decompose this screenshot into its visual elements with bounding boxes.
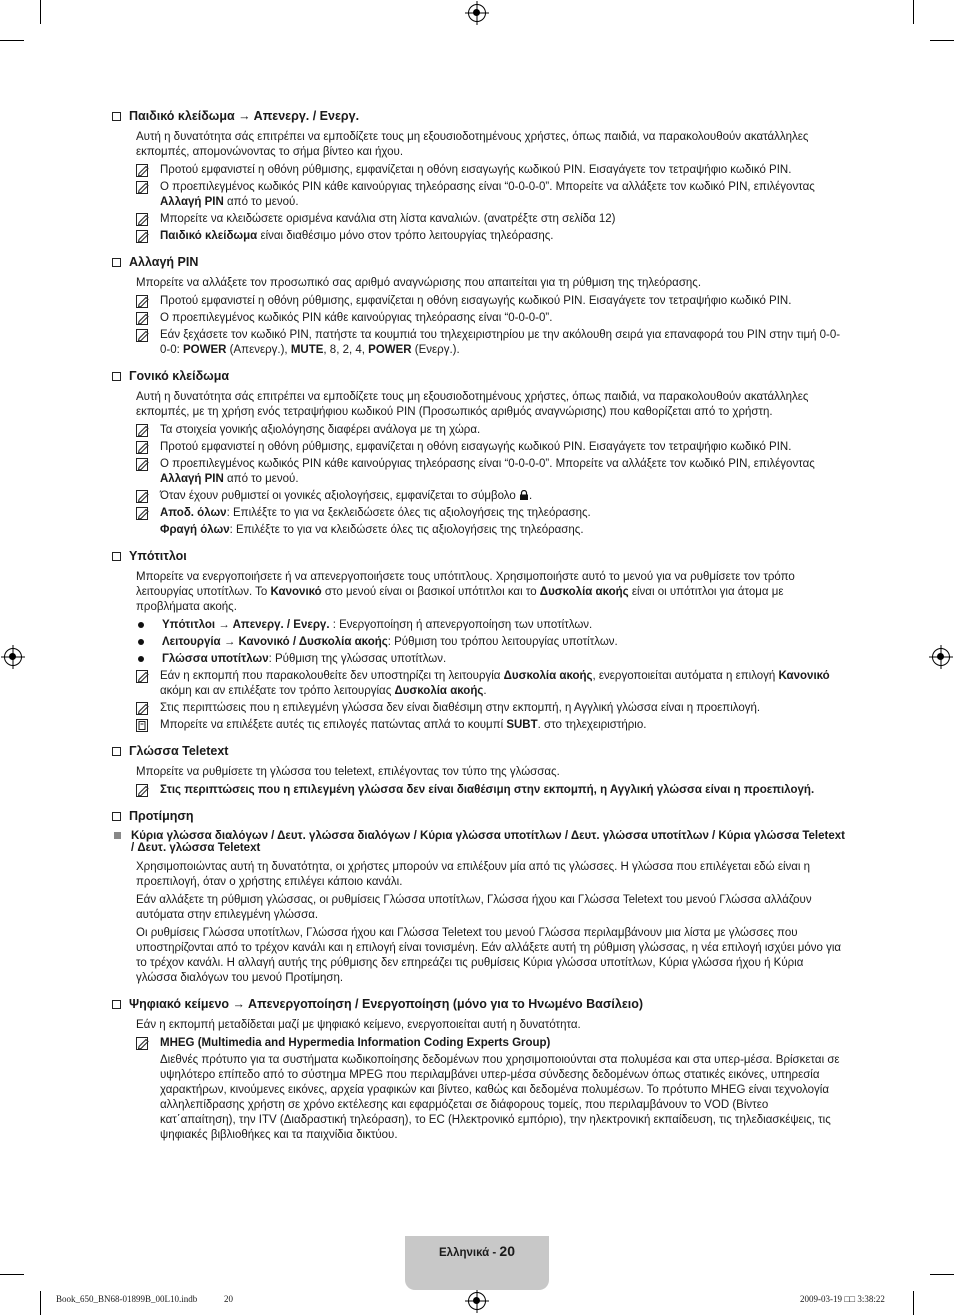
registration-mark-icon	[468, 4, 486, 22]
crop-mark	[0, 1274, 24, 1275]
subheading: Κύρια γλώσσα διαλόγων / Δευτ. γλώσσα διαλόγων / Κύρια γλώσσα υποτίτλων / Δευτ. γλώσσα υποτίτλων / Κύρια γλώσσα Teletext / Δευτ. γλώσσα Teletext	[110, 830, 845, 854]
section-heading: Αλλαγή PIN	[110, 254, 845, 271]
note-icon	[136, 295, 150, 308]
crop-mark	[930, 40, 954, 41]
checkbox-icon	[112, 552, 121, 561]
list-item: Υπότιτλοι → Απενεργ. / Ενεργ. : Ενεργοποίηση ή απενεργοποίηση των υποτίτλων.	[136, 618, 845, 633]
crop-mark	[40, 0, 41, 24]
footer-timestamp: 2009-03-19 □□ 3:38:22	[800, 1294, 885, 1304]
registration-mark-icon	[4, 648, 22, 666]
note: Εάν η εκπομπή που παρακολουθείτε δεν υποστηρίζει τη λειτουργία Δυσκολία ακοής, ενεργοποιείται αυτόματα η επιλογή Κανονικό ακόμη και αν επιλέξατε τον τρόπο λειτουργίας Δυσκολία ακοής.	[136, 669, 845, 699]
section-subtitles	[110, 548, 845, 733]
section-preference	[110, 808, 845, 986]
paragraph: Μπορείτε να ενεργοποιήσετε ή να απενεργοποιήσετε τους υπότιτλους. Χρησιμοποιήστε αυτό το μενού για να ρυθμίσετε τον τρόπο λειτουργίας υποτίτλων. Το Κανονικό στο μενού είναι οι βασικοί υπότιτλοι και το Δυσκολία ακοής είναι οι υπότιτλοι για άτομα με προβλήματα ακοής.	[136, 571, 795, 613]
note: Όταν έχουν ρυθμιστεί οι γονικές αξιολογήσεις, εμφανίζεται το σύμβολο .	[136, 489, 845, 504]
note-icon	[136, 441, 150, 454]
section-heading: Προτίμηση	[110, 808, 845, 825]
lock-icon	[519, 490, 529, 500]
checkbox-icon	[112, 747, 121, 756]
crop-mark	[40, 1291, 41, 1315]
paragraph: Αυτή η δυνατότητα σάς επιτρέπει να εμποδίζετε τους μη εξουσιοδοτημένους χρήστες, όπως παιδιά, να παρακολουθούν ακατάλληλες εκπομπές, με τη χρήση ενός τετραψήφιου κωδικού PIN (Προσωπικός αριθμός αναγνώρισης) που καθορίζεται από το χρήστη.	[136, 391, 809, 418]
bullet-icon	[138, 639, 144, 645]
bullet-icon	[138, 622, 144, 628]
note: Προτού εμφανιστεί η οθόνη ρύθμισης, εμφανίζεται η οθόνη εισαγωγής κωδικού PIN. Εισαγάγετε τον τετραψήφιο κωδικό PIN.	[136, 440, 845, 455]
note-icon	[136, 702, 150, 715]
note-icon	[136, 670, 150, 683]
section-heading: Ψηφιακό κείμενο → Απενεργοποίηση / Ενεργοποίηση (μόνο για το Ηνωμένο Βασίλειο)	[110, 996, 845, 1013]
crop-mark	[913, 0, 914, 24]
registration-mark-icon	[932, 648, 950, 666]
note: Αποδ. όλων: Επιλέξτε το για να ξεκλειδώσετε όλες τις αξιολογήσεις της τηλεόρασης.	[136, 506, 845, 521]
note-icon	[136, 329, 150, 342]
note: Προτού εμφανιστεί η οθόνη ρύθμισης, εμφανίζεται η οθόνη εισαγωγής κωδικού PIN. Εισαγάγετε τον τετραψήφιο κωδικό PIN.	[136, 294, 845, 309]
page-number: Ελληνικά - 20	[439, 1243, 515, 1259]
footer-filename: Book_650_BN68-01899B_00L10.indb	[56, 1294, 198, 1304]
section-heading: Γλώσσα Teletext	[110, 743, 845, 760]
square-icon	[114, 832, 121, 839]
section-teletext-language	[110, 743, 845, 798]
note: Μπορείτε να κλειδώσετε ορισμένα κανάλια στη λίστα καναλιών. (ανατρέξτε στη σελίδα 12)	[136, 212, 845, 227]
paragraph: Μπορείτε να αλλάξετε τον προσωπικό σας αριθμό αναγνώρισης που απαιτείται για τη ρύθμιση της τηλεόρασης.	[136, 277, 702, 289]
paragraph: Φραγή όλων: Επιλέξτε το για να κλειδώσετε όλες τις αξιολογήσεις της τηλεόρασης.	[160, 524, 584, 536]
paragraph: Εάν η εκπομπή μεταδίδεται μαζί με ψηφιακό κείμενο, ενεργοποιείται αυτή η δυνατότητα.	[136, 1019, 581, 1031]
section-heading: Παιδικό κλείδωμα → Απενεργ. / Ενεργ.	[110, 108, 845, 125]
list-item: Λειτουργία → Κανονικό / Δυσκολία ακοής: Ρύθμιση του τρόπου λειτουργίας υποτίτλων.	[136, 635, 845, 650]
section-change-pin	[110, 254, 845, 358]
checkbox-icon	[112, 372, 121, 381]
note-icon	[136, 1037, 150, 1050]
checkbox-icon	[112, 812, 121, 821]
checkbox-icon	[112, 258, 121, 267]
note: Ο προεπιλεγμένος κωδικός PIN κάθε καινούργιας τηλεόρασης είναι “0-0-0-0”. Μπορείτε να αλλάξετε τον κωδικό PIN, επιλέγοντας Αλλαγή PIN από το μενού.	[136, 457, 845, 487]
section-digital-text	[110, 996, 845, 1143]
paragraph: Διεθνές πρότυπο για τα συστήματα κωδικοποίησης δεδομένων που χρησιμοποιούνται στα πολυμέσα και στα υπερ-μέσα. Βρίσκεται σε υψηλότερο επίπεδο από το σύστημα MPEG που περιλαμβάνει υπερ-μέσα σύνδεσης δεδομένων όπως στατικές εικόνες, υπηρεσία χαρακτήρων, κινούμενες εικόνες, αρχεία γραφικών και βίντεο, καθώς και δεδομένα πολυμέσων. Το πρότυπο MHEG είναι τεχνολογία αλληλεπίδρασης χρήστη σε χρόνο εκτέλεσης και εφαρμόζεται σε διάφορους τομείς, που περιλαμβάνουν το VOD (Βίντεο κατ΄απαίτηση), την ITV (Διαδραστική τηλεόραση), το EC (Ηλεκτρονικό εμπόριο), την ηλεκτρονική εκπαίδευση, τις τηλεδιασκέψεις, τις ψηφιακές βιβλιοθήκες και τα παιχνίδια δικτύου.	[160, 1054, 840, 1141]
note-icon	[136, 164, 150, 177]
note: Τα στοιχεία γονικής αξιολόγησης διαφέρει ανάλογα με τη χώρα.	[136, 423, 845, 438]
note-icon	[136, 507, 150, 520]
note: Μπορείτε να επιλέξετε αυτές τις επιλογές πατώντας απλά το κουμπί SUBT. στο τηλεχειριστήριο.	[136, 718, 845, 733]
note-icon	[136, 784, 150, 797]
paragraph: Μπορείτε να ρυθμίσετε τη γλώσσα του teletext, επιλέγοντας τον τύπο της γλώσσας.	[136, 766, 560, 778]
paragraph: Εάν αλλάξετε τη ρύθμιση γλώσσας, οι ρυθμίσεις Γλώσσα υποτίτλων, Γλώσσα ήχου και Γλώσσα Teletext του μενού Γλώσσα αλλάζουν αυτόματα στην επιλεγμένη γλώσσα.	[136, 894, 812, 921]
note: Παιδικό κλείδωμα είναι διαθέσιμο μόνο στον τρόπο λειτουργίας τηλεόρασης.	[136, 229, 845, 244]
note: Προτού εμφανιστεί η οθόνη ρύθμισης, εμφανίζεται η οθόνη εισαγωγής κωδικού PIN. Εισαγάγετε τον τετραψήφιο κωδικό PIN.	[136, 163, 845, 178]
remote-icon	[136, 719, 150, 732]
note-icon	[136, 181, 150, 194]
note: MHEG (Multimedia and Hypermedia Information Coding Experts Group)	[136, 1036, 845, 1051]
bullet-icon	[138, 656, 144, 662]
paragraph: Χρησιμοποιώντας αυτή τη δυνατότητα, οι χρήστες μπορούν να επιλέξουν μία από τις γλώσσες. Η γλώσσα που επιλέγεται εδώ είναι η προεπιλογή, όταν ο χρήστης επιλέγει κάποιο κανάλι.	[136, 861, 811, 888]
note-icon	[136, 458, 150, 471]
note: Στις περιπτώσεις που η επιλεγμένη γλώσσα δεν είναι διαθέσιμη στην εκπομπή, η Αγγλική γλώσσα είναι η προεπιλογή.	[136, 783, 845, 798]
paragraph: Οι ρυθμίσεις Γλώσσα υποτίτλων, Γλώσσα ήχου και Γλώσσα Teletext του μενού Γλώσσα περιλαμβάνουν μια λίστα με γλώσσες που υποστηρίζονται από το τρέχον κανάλι και η επιλογή είναι τονισμένη. Εάν αλλάξετε αυτή τη ρύθμιση γλώσσας, η νέα επιλογή ισχύει μόνο για το τρέχον κανάλι. Η αλλαγή αυτής της ρύθμισης δεν επηρεάζει τις ρυθμίσεις Κύρια γλώσσα υποτίτλων, Κύρια γλώσσα ήχου ή Κύρια γλώσσα διαλόγων του μενού Προτίμηση.	[136, 927, 842, 984]
list-item: Γλώσσα υποτίτλων: Ρύθμιση της γλώσσας υποτίτλων.	[136, 652, 845, 667]
crop-mark	[930, 1274, 954, 1275]
section-heading: Υπότιτλοι	[110, 548, 845, 565]
main-content	[110, 108, 845, 1153]
crop-mark	[0, 40, 24, 41]
note-icon	[136, 312, 150, 325]
paragraph: Αυτή η δυνατότητα σάς επιτρέπει να εμποδίζετε τους μη εξουσιοδοτημένους χρήστες, όπως παιδιά, να παρακολουθούν ακατάλληλες εκπομπές, απομονώνοντας το σήμα βίντεο και ήχου.	[136, 131, 809, 158]
note-icon	[136, 490, 150, 503]
note: Ο προεπιλεγμένος κωδικός PIN κάθε καινούργιας τηλεόρασης είναι “0-0-0-0”.	[136, 311, 845, 326]
section-heading: Γονικό κλείδωμα	[110, 368, 845, 385]
section-parental-lock	[110, 368, 845, 538]
crop-mark	[913, 1291, 914, 1315]
note-icon	[136, 213, 150, 226]
note: Εάν ξεχάσετε τον κωδικό PIN, πατήστε τα κουμπιά του τηλεχειριστηρίου με την ακόλουθη σειρά για επαναφορά του PIN στην τιμή 0-0-0-0: POWER (Απενεργ.), MUTE, 8, 2, 4, POWER (Ενεργ.).	[136, 328, 845, 358]
note-icon	[136, 424, 150, 437]
registration-mark-icon	[468, 1292, 486, 1310]
footer-page: 20	[224, 1294, 233, 1304]
note-icon	[136, 230, 150, 243]
checkbox-icon	[112, 112, 121, 121]
note: Ο προεπιλεγμένος κωδικός PIN κάθε καινούργιας τηλεόρασης είναι “0-0-0-0”. Μπορείτε να αλλάξετε τον κωδικό PIN, επιλέγοντας Αλλαγή PIN από το μενού.	[136, 180, 845, 210]
checkbox-icon	[112, 1000, 121, 1009]
section-child-lock	[110, 108, 845, 244]
note: Στις περιπτώσεις που η επιλεγμένη γλώσσα δεν είναι διαθέσιμη στην εκπομπή, η Αγγλική γλώσσα είναι η προεπιλογή.	[136, 701, 845, 716]
